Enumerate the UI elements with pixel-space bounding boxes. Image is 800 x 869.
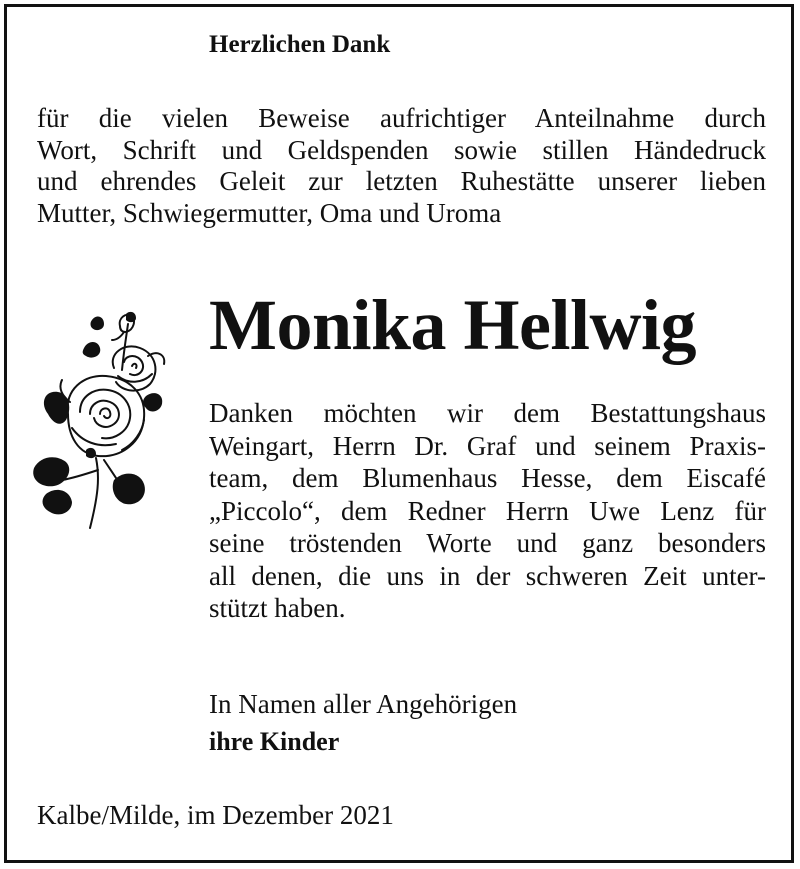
intro-line: Mutter, Schwiegermutter, Oma und Uroma: [37, 197, 502, 228]
signature-line: In Namen aller Angehörigen: [209, 689, 518, 719]
intro-line: für die vielen Beweise aufrichtiger Anteilnahme durch: [37, 103, 766, 133]
intro-line: und ehrendes Geleit zur letzten Ruhestätte unserer lieben: [37, 166, 766, 196]
notice-heading: Herzlichen Dank: [209, 31, 391, 58]
rose-icon: [26, 310, 191, 535]
thanks-line: team, dem Blumenhaus Hesse, dem Eiscafé: [209, 463, 766, 493]
thanks-line: all denen, die uns in der schweren Zeit unter-: [209, 560, 766, 591]
thanks-text: [209, 397, 766, 625]
thanks-line: stützt haben.: [209, 593, 346, 623]
place-date: Kalbe/Milde, im Dezember 2021: [37, 800, 394, 830]
thanks-line: Danken möchten wir dem Bestattungshaus: [209, 398, 766, 428]
thanks-line: seine tröstenden Worte und ganz besonders: [209, 528, 766, 558]
intro-line: Wort, Schrift und Geldspenden sowie stillen Händedruck: [37, 134, 766, 165]
intro-text: [37, 103, 766, 229]
thanks-line: Weingart, Herrn Dr. Graf und seinem Praxis-: [209, 430, 766, 461]
thanks-line: „Piccolo“, dem Redner Herrn Uwe Lenz für: [209, 495, 766, 526]
deceased-name: Monika Hellwig: [209, 285, 697, 365]
signature-name: ihre Kinder: [209, 727, 340, 756]
